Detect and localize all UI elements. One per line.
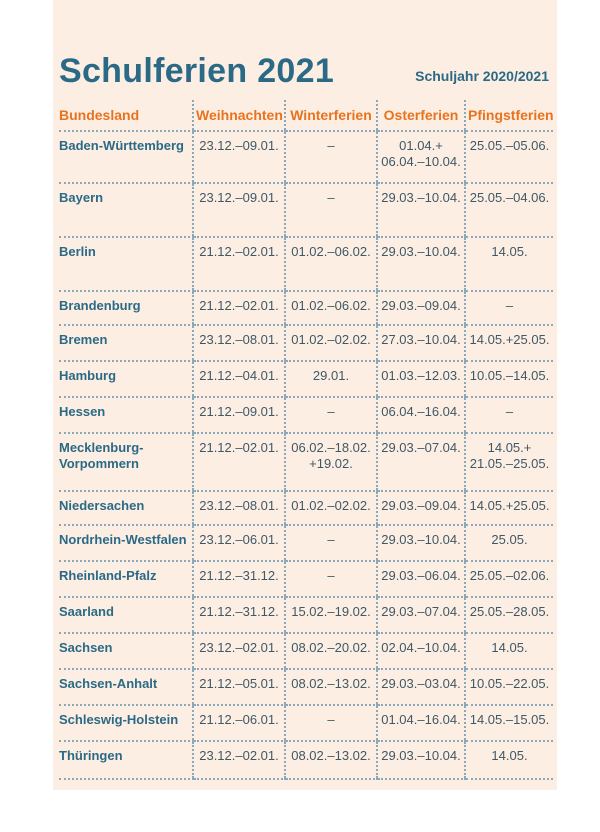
state-cell-line: Schleswig-Holstein [59,712,179,727]
pfingstferien-cell-line: 10.05.–14.05. [469,368,550,383]
winterferien-cell-line: +19.02. [309,456,353,471]
osterferien-cell [377,291,465,325]
header-weihnachten: Weihnachten [193,100,285,131]
state-cell-line: Hessen [59,404,106,419]
state-cell-line: Brandenburg [59,298,141,313]
pfingstferien-cell-line: – [505,404,514,419]
pfingstferien-cell [465,561,553,597]
osterferien-cell-line: 29.03.–10.04. [381,532,461,547]
weihnachten-cell-line: 23.12.–08.01. [199,332,279,347]
weihnachten-cell [193,325,285,361]
state-cell-line: Bremen [59,332,108,347]
table-row [59,705,553,741]
winterferien-cell-line: – [327,404,335,419]
state-cell [59,741,193,779]
table-row [59,525,553,561]
weihnachten-cell-line: 21.12.–02.01. [199,244,279,259]
winterferien-cell-line: 01.02.–02.02. [291,332,371,347]
state-cell [59,705,193,741]
winterferien-cell [285,237,377,291]
osterferien-cell-line: 29.03.–09.04. [381,498,461,513]
table-row [59,237,553,291]
winterferien-cell [285,433,377,491]
osterferien-cell [377,741,465,779]
winterferien-cell [285,131,377,183]
pfingstferien-cell-line: 10.05.–22.05. [469,676,550,691]
osterferien-cell [377,397,465,433]
state-cell [59,131,193,183]
pfingstferien-cell-line: 25.05. [491,532,528,547]
winterferien-cell-line: 06.02.–18.02. [291,440,371,455]
winterferien-cell [285,291,377,325]
weihnachten-cell [193,237,285,291]
weihnachten-cell-line: 21.12.–31.12. [199,604,279,619]
table-row [59,325,553,361]
table-row [59,561,553,597]
weihnachten-cell-line: 21.12.–31.12. [199,568,279,583]
osterferien-cell [377,633,465,669]
osterferien-cell [377,433,465,491]
weihnachten-cell-line: 21.12.–05.01. [199,676,279,691]
page-title: Schulferien 2021 [59,52,335,90]
pfingstferien-cell-line: 14.05.–15.05. [469,712,550,727]
pfingstferien-cell [465,633,553,669]
winterferien-cell [285,183,377,237]
winterferien-cell-line: 15.02.–19.02. [291,604,371,619]
winterferien-cell [285,741,377,779]
pfingstferien-cell-line: 25.05.–05.06. [469,138,550,153]
pfingstferien-cell-line: 25.05.–28.05. [469,604,550,619]
pfingstferien-cell-line: 25.05.–02.06. [469,568,550,583]
osterferien-cell-line: 29.03.–10.04. [381,748,461,763]
osterferien-cell [377,183,465,237]
state-cell [59,325,193,361]
table-row [59,397,553,433]
weihnachten-cell [193,525,285,561]
winterferien-cell [285,561,377,597]
weihnachten-cell [193,361,285,397]
weihnachten-cell-line: 21.12.–04.01. [199,368,279,383]
pfingstferien-cell-line: 14.05. [491,748,528,763]
pfingstferien-cell-line: 25.05.–04.06. [469,190,550,205]
osterferien-cell-line: 29.03.–10.04. [381,190,461,205]
winterferien-cell-line: 29.01. [312,368,350,383]
pfingstferien-cell-line: 14.05.+ [487,440,532,455]
header-bundesland: Bundesland [59,100,193,131]
weihnachten-cell [193,561,285,597]
osterferien-cell [377,597,465,633]
pfingstferien-cell [465,131,553,183]
state-cell-line: Sachsen-Anhalt [59,676,158,691]
osterferien-cell [377,669,465,705]
osterferien-cell-line: 01.04.+ [399,138,443,153]
winterferien-cell [285,633,377,669]
pfingstferien-cell-line: 14.05.+25.05. [469,498,550,513]
state-cell-line: Thüringen [59,748,123,763]
osterferien-cell [377,705,465,741]
osterferien-cell [377,561,465,597]
osterferien-cell-line: 29.03.–07.04. [381,440,461,455]
pfingstferien-cell-line: – [505,298,514,313]
header-pfingstferien: Pfingstferien [465,100,553,131]
table-header-row [59,100,553,131]
osterferien-cell-line: 01.04.–16.04. [381,712,461,727]
osterferien-cell [377,525,465,561]
table-row [59,361,553,397]
winterferien-cell-line: – [327,532,335,547]
table-row [59,491,553,525]
pfingstferien-cell [465,597,553,633]
osterferien-cell-line: 06.04.–16.04. [381,404,461,419]
winterferien-cell [285,325,377,361]
winterferien-cell-line: 01.02.–06.02. [291,244,371,259]
weihnachten-cell [193,433,285,491]
winterferien-cell [285,361,377,397]
table-row [59,291,553,325]
state-cell-line: Bayern [59,190,104,205]
winterferien-cell [285,491,377,525]
winterferien-cell [285,397,377,433]
state-cell [59,669,193,705]
state-cell-line: Rheinland-Pfalz [59,568,157,583]
weihnachten-cell-line: 21.12.–02.01. [199,440,279,455]
winterferien-cell-line: 08.02.–20.02. [291,640,371,655]
pfingstferien-cell [465,291,553,325]
table-row [59,741,553,779]
winterferien-cell-line: 01.02.–02.02. [291,498,371,513]
state-cell [59,433,193,491]
weihnachten-cell-line: 23.12.–06.01. [199,532,279,547]
weihnachten-cell-line: 21.12.–06.01. [199,712,279,727]
weihnachten-cell [193,183,285,237]
table-row [59,633,553,669]
winterferien-cell-line: – [327,712,335,727]
header-osterferien: Osterferien [377,100,465,131]
weihnachten-cell [193,291,285,325]
winterferien-cell [285,705,377,741]
weihnachten-cell [193,705,285,741]
pfingstferien-cell-line: 21.05.–25.05. [469,456,550,471]
state-cell-line: Baden-Württemberg [59,138,184,153]
osterferien-cell-line: 29.03.–10.04. [381,244,461,259]
state-cell [59,361,193,397]
osterferien-cell [377,325,465,361]
holiday-table [59,100,553,780]
table-body [59,131,553,779]
weihnachten-cell [193,491,285,525]
state-cell [59,397,193,433]
table-row [59,183,553,237]
state-cell-line: Niedersachen [59,498,145,513]
pfingstferien-cell [465,325,553,361]
state-cell-line: Sachsen [59,640,113,655]
osterferien-cell [377,491,465,525]
pfingstferien-cell-line: 14.05. [491,640,528,655]
school-year-label: Schuljahr 2020/2021 [415,68,549,84]
state-cell-line: Berlin [59,244,96,259]
holiday-card [53,0,557,790]
weihnachten-cell-line: 21.12.–02.01. [199,298,279,313]
table-row [59,433,553,491]
state-cell [59,561,193,597]
osterferien-cell-line: 02.04.–10.04. [381,640,461,655]
state-cell-line: Nordrhein-Westfalen [59,532,187,547]
weihnachten-cell-line: 23.12.–02.01. [199,748,279,763]
winterferien-cell-line: – [327,190,335,205]
state-cell [59,491,193,525]
winterferien-cell-line: 08.02.–13.02. [291,748,371,763]
weihnachten-cell [193,669,285,705]
state-cell [59,291,193,325]
weihnachten-cell [193,633,285,669]
pfingstferien-cell [465,397,553,433]
pfingstferien-cell [465,525,553,561]
header-winterferien: Winterferien [285,100,377,131]
weihnachten-cell-line: 23.12.–09.01. [199,190,279,205]
state-cell-line: Saarland [59,604,114,619]
osterferien-cell-line: 29.03.–03.04. [381,676,461,691]
table-row [59,597,553,633]
osterferien-cell [377,361,465,397]
winterferien-cell [285,669,377,705]
pfingstferien-cell [465,433,553,491]
pfingstferien-cell [465,705,553,741]
winterferien-cell-line: 01.02.–06.02. [291,298,371,313]
pfingstferien-cell-line: 14.05.+25.05. [469,332,550,347]
pfingstferien-cell [465,669,553,705]
osterferien-cell-line: 01.03.–12.03. [381,368,461,383]
winterferien-cell-line: 08.02.–13.02. [291,676,371,691]
state-cell-line: Vorpommern [59,456,139,471]
pfingstferien-cell [465,237,553,291]
weihnachten-cell-line: 23.12.–02.01. [199,640,279,655]
winterferien-cell [285,597,377,633]
weihnachten-cell-line: 21.12.–09.01. [199,404,279,419]
weihnachten-cell [193,597,285,633]
osterferien-cell-line: 06.04.–10.04. [381,154,461,169]
weihnachten-cell [193,397,285,433]
winterferien-cell-line: – [327,568,335,583]
osterferien-cell [377,131,465,183]
pfingstferien-cell [465,741,553,779]
table-row [59,131,553,183]
weihnachten-cell [193,741,285,779]
winterferien-cell [285,525,377,561]
osterferien-cell-line: 29.03.–07.04. [381,604,461,619]
state-cell [59,633,193,669]
weihnachten-cell-line: 23.12.–09.01. [199,138,279,153]
state-cell-line: Mecklenburg- [59,440,144,455]
state-cell-line: Hamburg [59,368,117,383]
weihnachten-cell [193,131,285,183]
state-cell [59,237,193,291]
state-cell [59,183,193,237]
state-cell [59,597,193,633]
osterferien-cell-line: 27.03.–10.04. [381,332,461,347]
pfingstferien-cell [465,361,553,397]
pfingstferien-cell [465,183,553,237]
winterferien-cell-line: – [327,138,335,153]
pfingstferien-cell-line: 14.05. [491,244,528,259]
pfingstferien-cell [465,491,553,525]
state-cell [59,525,193,561]
osterferien-cell-line: 29.03.–06.04. [381,568,461,583]
osterferien-cell [377,237,465,291]
weihnachten-cell-line: 23.12.–08.01. [199,498,279,513]
table-row [59,669,553,705]
osterferien-cell-line: 29.03.–09.04. [381,298,461,313]
